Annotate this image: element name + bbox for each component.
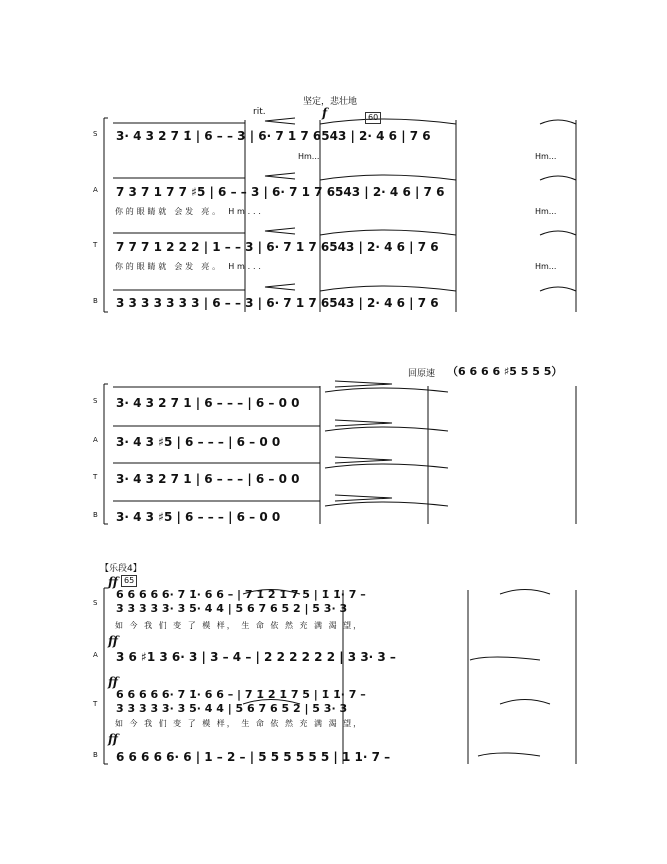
notation-line: 7 3 7 1 7 7 ♯5 | 6 – – 3 | 6· 7 1 7 6543 | 2· 4 6 | 7 6 (116, 185, 445, 199)
notation-line: 3 6 ♯1 3 6· 3 | 3 – 4 – | 2 2 2 2 2 2 | 3 3· 3 – (116, 650, 396, 664)
voice-label: T (93, 241, 98, 249)
lyric-hm: Hm... (298, 152, 320, 161)
voice-label: T (93, 473, 98, 481)
dynamic-mark: ff (108, 634, 118, 648)
voice-label: T (93, 700, 98, 708)
lyric-hm: Hm... (535, 262, 557, 271)
notation-line: 3· 4 3 2 7 1 | 6 – – – | 6 – 0 0 (116, 472, 300, 486)
tempo-mark: 坚定，悲壮地 (303, 97, 358, 107)
notation-line: 3· 4 3 2 7 1 | 6 – – – | 6 – 0 0 (116, 396, 300, 410)
voice-label: B (93, 751, 98, 759)
notation-upper: 6 6 6 6 6· 7 1̇· 6 6 – | 7 1̇ 2̇ 1̇ 7 5 | 1̇ 1̇· 7 – (116, 688, 366, 701)
rehearsal-number: 65 (121, 575, 137, 587)
dynamic-mark: ff (108, 575, 118, 589)
notation-line: 3· 4 3 2 7 1̇ | 6 – – 3 | 6· 7 1 7 6543 | 2· 4 6 | 7 6 (116, 129, 431, 143)
dynamic-mark: ff (108, 732, 118, 746)
notation-lower: 3 3 3 3 3· 3 5· 4 4 | 5 6 7 6 5 2 | 5 3· 3 (116, 602, 348, 615)
intro-figure: （6 6 6 6 ♯5 5 5 5） (447, 365, 563, 378)
voice-label: B (93, 511, 98, 519)
dynamic-mark: f (322, 106, 328, 120)
notation-lower: 3 3 3 3 3· 3 5· 4 4 | 5 6 7 6 5 2 | 5 3· 3 (116, 702, 348, 715)
section-label: 【乐段4】 (100, 564, 142, 574)
rehearsal-number: 60 (365, 112, 381, 124)
lyric-hm: Hm... (535, 152, 557, 161)
voice-label: S (93, 130, 98, 138)
tempo-mark: 回原速 (408, 369, 436, 379)
lyric-line: 你的眼睛就 会发 亮。 Hm... (115, 207, 264, 216)
voice-label: S (93, 599, 98, 607)
lyric-line: 如 今 我 们 变 了 模 样， 生 命 依 然 充 满 渴 望， (115, 719, 364, 728)
rit-mark: rit. (253, 107, 266, 117)
lyric-line: 如 今 我 们 变 了 模 样， 生 命 依 然 充 满 渴 望， (115, 621, 364, 630)
voice-label: B (93, 297, 98, 305)
notation-line: 3 3 3 3 3 3 3 | 6 – – 3 | 6· 7 1 7 6543 | 2· 4 6 | 7 6 (116, 296, 439, 310)
voice-label: A (93, 436, 98, 444)
lyric-hm: Hm... (535, 207, 557, 216)
voice-label: A (93, 651, 98, 659)
voice-label: A (93, 186, 98, 194)
lyric-line: 你的眼睛就 会发 亮。 Hm... (115, 262, 264, 271)
notation-line: 3· 4 3 ♯5 | 6 – – – | 6 – 0 0 (116, 435, 281, 449)
notation-line: 7 7 7 1 2 2 2 | 1 – – 3 | 6· 7 1 7 6543 | 2· 4 6 | 7 6 (116, 240, 439, 254)
notation-upper: 6 6 6 6 6· 7 1̇· 6 6 – | 7 1̇ 2̇ 1̇ 7 5 | 1̇ 1̇· 7 – (116, 588, 366, 601)
dynamic-mark: ff (108, 675, 118, 689)
voice-label: S (93, 397, 98, 405)
notation-line: 6 6 6 6 6· 6 | 1 – 2 – | 5 5 5 5 5 5 | 1 1· 7 – (116, 750, 391, 764)
notation-line: 3· 4 3 ♯5 | 6 – – – | 6 – 0 0 (116, 510, 281, 524)
